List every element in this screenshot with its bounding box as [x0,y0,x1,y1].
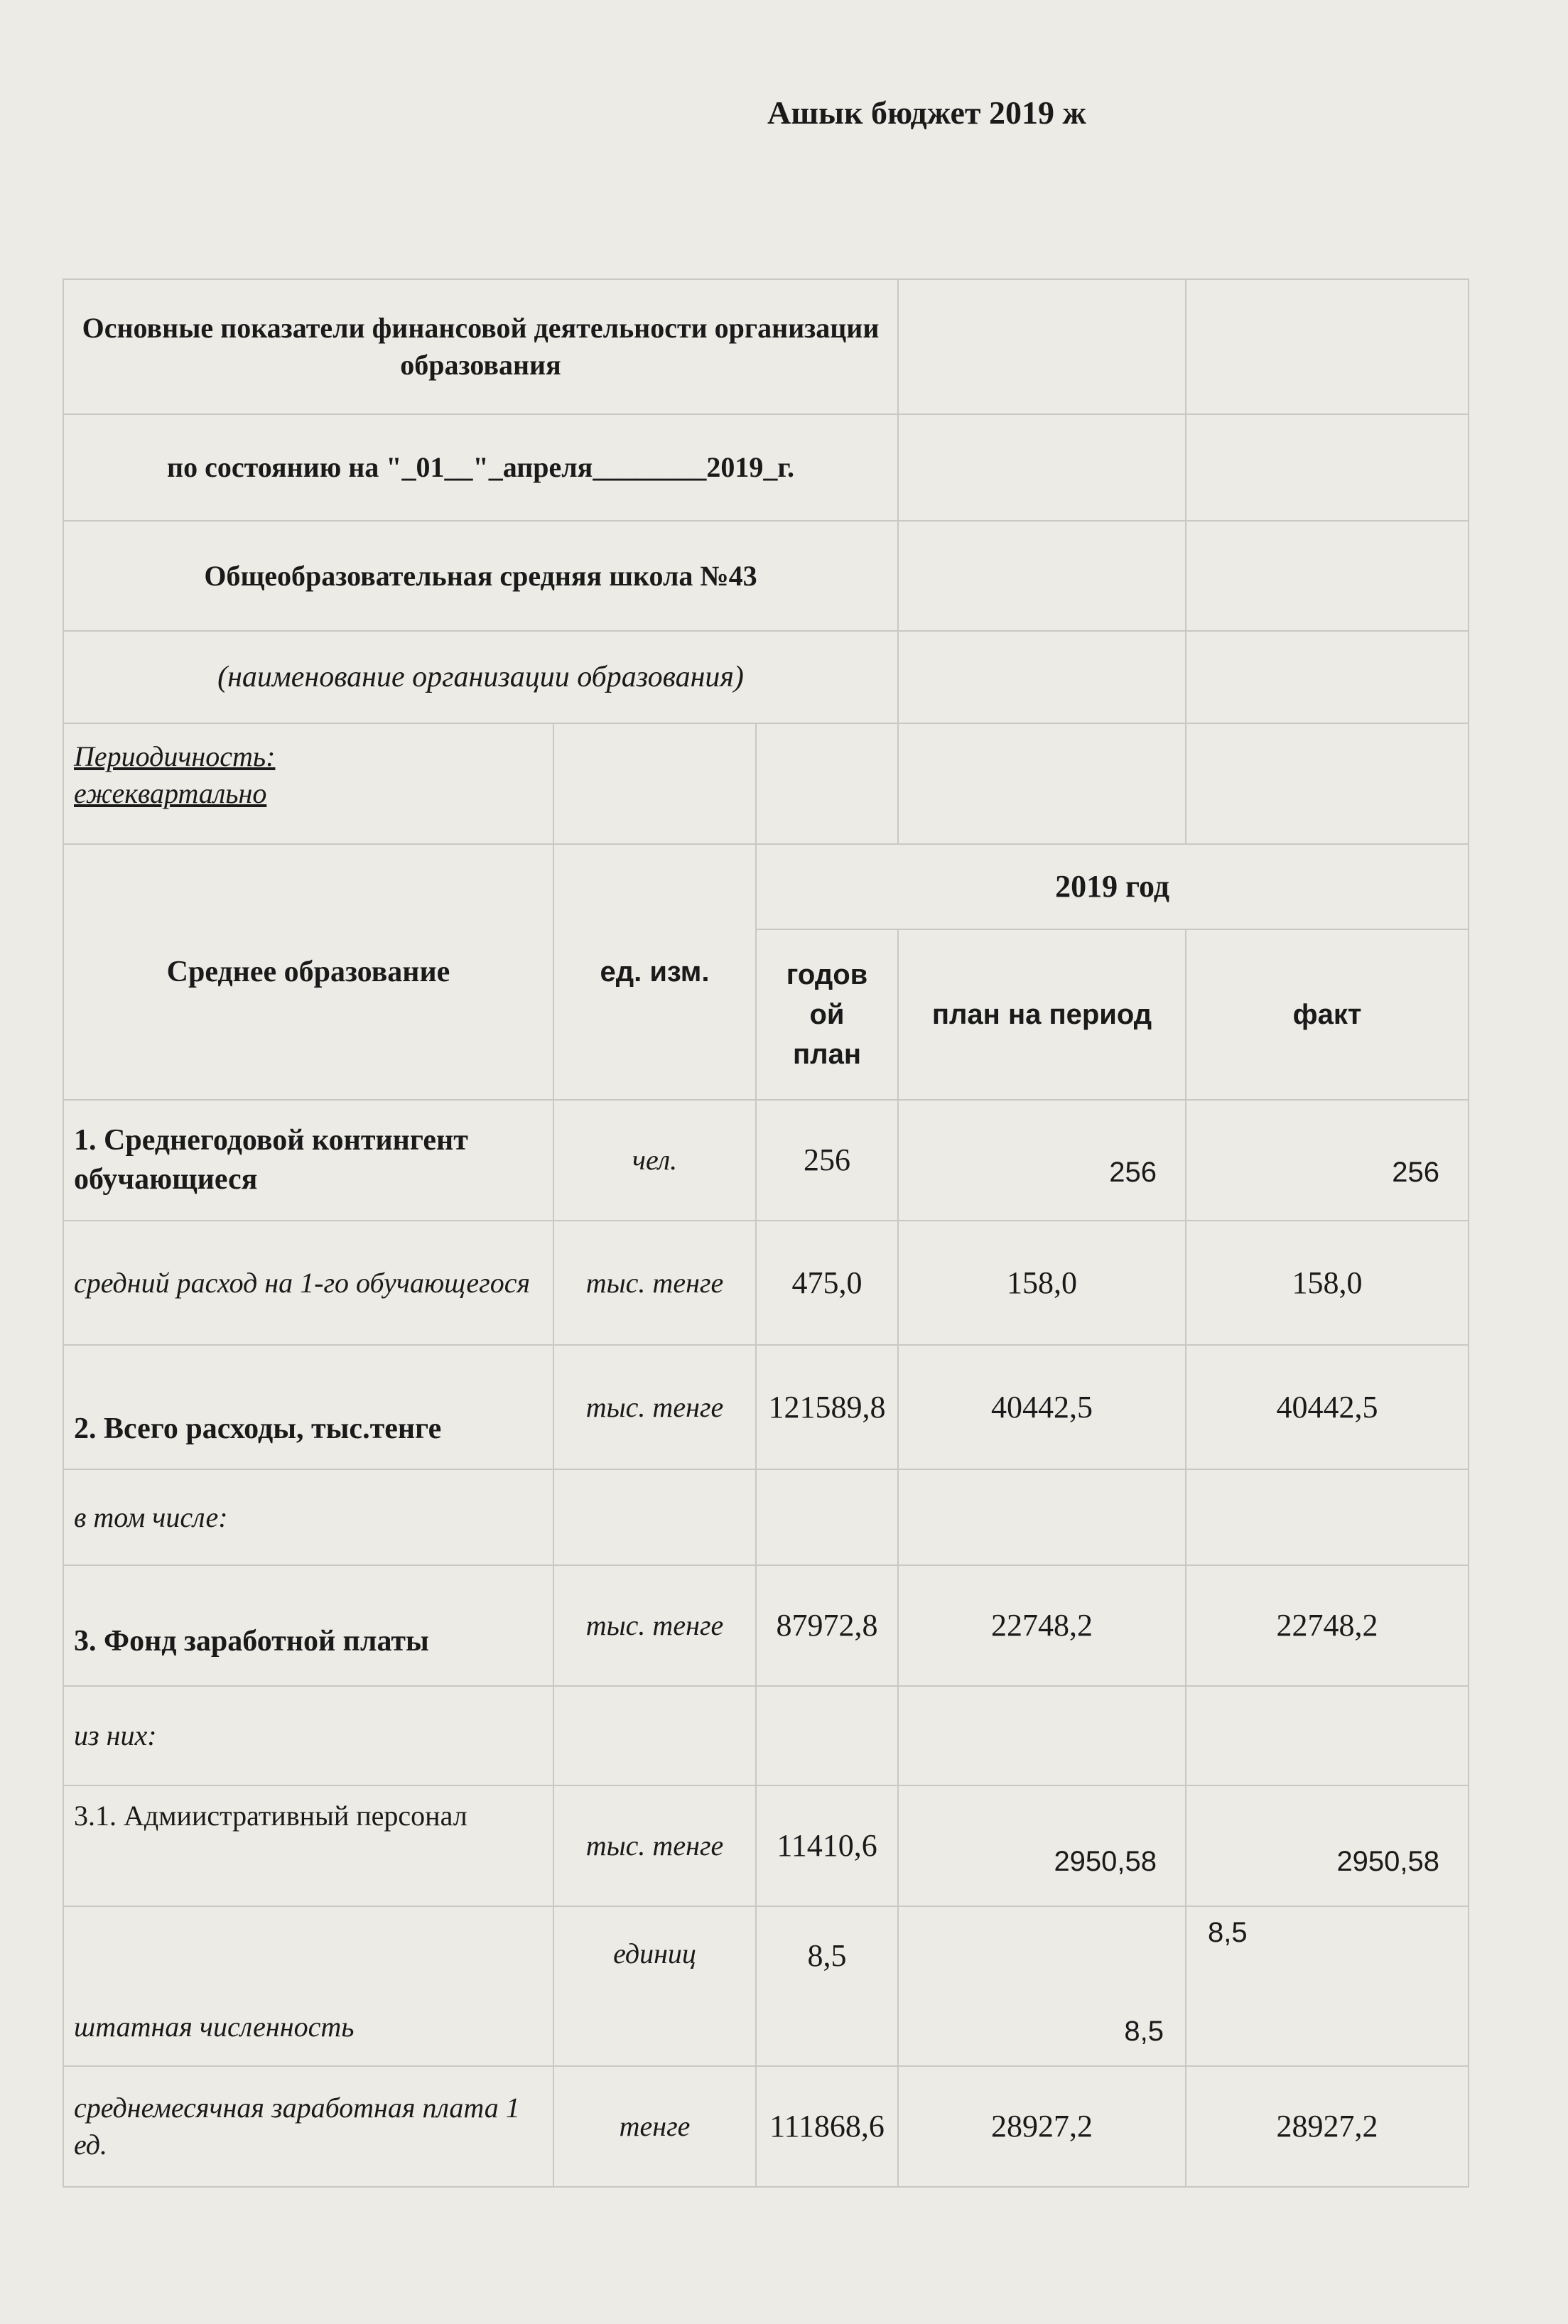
row-annual: 256 [756,1100,898,1221]
row-plan: 8,5 [898,1906,1186,2066]
row-plan: 22748,2 [898,1565,1186,1686]
row-annual: 87972,8 [756,1565,898,1686]
row-label: 3.1. Адмиистративный персонал [63,1785,553,1906]
financial-indicators-table [63,279,1469,2188]
row-unit: тенге [553,2066,756,2187]
periodicity-label: Периодичность: [74,740,276,772]
row-unit: тыс. тенге [553,1221,756,1345]
row-unit [553,1686,756,1785]
periodicity-row [63,723,1469,844]
row-annual: 11410,6 [756,1785,898,1906]
row-fact: 22748,2 [1186,1565,1469,1686]
column-header-row-1 [63,844,1469,929]
page-title: Ашык бюджет 2019 ж [767,94,1086,131]
row-unit: тыс. тенге [553,1345,756,1469]
table-row [63,1785,1469,1906]
col-fact: факт [1186,929,1469,1100]
row-annual [756,1686,898,1785]
table-row [63,1686,1469,1785]
row-label: штатная численность [63,1906,553,2066]
row-label: 3. Фонд заработной платы [63,1565,553,1686]
row-fact: 256 [1186,1100,1469,1221]
row-unit: единиц [553,1906,756,2066]
row-plan: 2950,58 [898,1785,1186,1906]
row-fact: 8,5 [1186,1906,1469,2066]
row-plan: 40442,5 [898,1345,1186,1469]
row-unit: тыс. тенге [553,1785,756,1906]
row-label: среднемесячная заработная плата 1 ед. [63,2066,553,2187]
col-year: 2019 год [756,844,1469,929]
periodicity [63,723,553,844]
row-unit [553,1469,756,1565]
row-fact: 40442,5 [1186,1345,1469,1469]
col-period-plan: план на период [898,929,1186,1100]
row-plan: 28927,2 [898,2066,1186,2187]
row-annual: 8,5 [756,1906,898,2066]
table-row [63,1469,1469,1565]
header-row-2 [63,414,1469,521]
table-row [63,1565,1469,1686]
row-plan: 256 [898,1100,1186,1221]
row-annual: 121589,8 [756,1345,898,1469]
row-plan [898,1469,1186,1565]
table-row [63,1345,1469,1469]
table-row [63,1221,1469,1345]
school-name: Общеобразовательная средняя школа №43 [63,521,898,631]
row-annual [756,1469,898,1565]
col-annual-plan: годов ой план [756,929,898,1100]
row-label: 1. Среднегодовой контингент обучающиеся [63,1100,553,1221]
row-label: 2. Всего расходы, тыс.тенге [63,1345,553,1469]
table-row [63,2066,1469,2187]
row-unit: тыс. тенге [553,1565,756,1686]
col-unit: ед. изм. [553,844,756,1100]
table-row [63,1906,1469,2066]
row-plan [898,1686,1186,1785]
row-fact [1186,1686,1469,1785]
row-unit: чел. [553,1100,756,1221]
header-title: Основные показатели финансовой деятельности организации образования [63,279,898,414]
row-label: из них: [63,1686,553,1785]
row-label: средний расход на 1-го обучающегося [63,1221,553,1345]
row-fact: 158,0 [1186,1221,1469,1345]
row-annual: 475,0 [756,1221,898,1345]
row-fact: 2950,58 [1186,1785,1469,1906]
header-row-3 [63,521,1469,631]
header-date: по состоянию на "_01__"_апреля________2019_г. [63,414,898,521]
col-section: Среднее образование [63,844,553,1100]
header-row-4 [63,631,1469,723]
school-name-caption: (наименование организации образования) [63,631,898,723]
row-fact [1186,1469,1469,1565]
periodicity-value: ежеквартально [74,777,267,809]
row-annual: 111868,6 [756,2066,898,2187]
row-fact: 28927,2 [1186,2066,1469,2187]
header-row-1 [63,279,1469,414]
table-row [63,1100,1469,1221]
row-label: в том числе: [63,1469,553,1565]
row-plan: 158,0 [898,1221,1186,1345]
